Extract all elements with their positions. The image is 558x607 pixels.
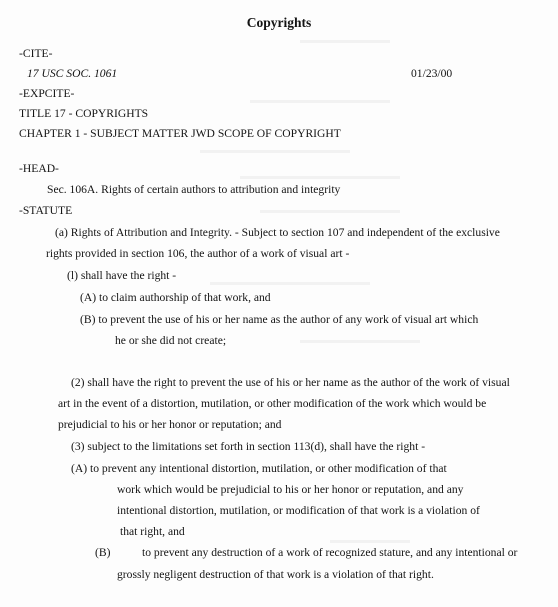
item-3: (3) subject to the limitations set forth in section 113(d), shall have the right - xyxy=(71,440,426,453)
head-label: -HEAD- xyxy=(19,162,59,175)
item-3B-label: (B) xyxy=(95,546,111,559)
item-2-line-3: prejudicial to his or her honor or reputation; and xyxy=(58,418,282,431)
chapter-line: CHAPTER 1 - SUBJECT MATTER JWD SCOPE OF COPYRIGHT xyxy=(19,127,341,140)
show-through-mark xyxy=(300,40,390,43)
show-through-mark xyxy=(330,540,410,543)
show-through-mark xyxy=(300,340,420,343)
show-through-mark xyxy=(240,176,400,179)
item-1B-line-2: he or she did not create; xyxy=(115,334,227,347)
item-1B-line-1: (B) to prevent the use of his or her name as the author of any work of visual art which xyxy=(80,313,479,326)
paragraph-a-line-2: rights provided in section 106, the author of a work of visual art - xyxy=(46,247,350,260)
item-3B-line-2: grossly negligent destruction of that work is a violation of that right. xyxy=(117,568,434,581)
item-3A-line-3: intentional distortion, mutilation, or modification of that work is a violation of xyxy=(117,504,480,517)
show-through-mark xyxy=(210,282,370,285)
section-heading: Sec. 106A. Rights of certain authors to attribution and integrity xyxy=(47,183,341,196)
item-3A-line-4: that right, and xyxy=(120,525,185,538)
item-1: (l) shall have the right - xyxy=(67,269,177,282)
expcite-label: -EXPCITE- xyxy=(19,87,75,100)
statute-label: -STATUTE xyxy=(19,204,73,217)
item-3A-line-1: (A) to prevent any intentional distortion, mutilation, or other modification of that xyxy=(71,462,447,475)
paragraph-a-line-1: (a) Rights of Attribution and Integrity. - Subject to section 107 and independent of the exclusive xyxy=(55,226,500,239)
document-title: Copyrights xyxy=(246,15,312,30)
show-through-mark xyxy=(260,210,400,213)
cite-date: 01/23/00 xyxy=(411,67,453,80)
cite-reference: 17 USC SOC. 1061 xyxy=(27,67,118,80)
item-3B-line-1: to prevent any destruction of a work of recognized stature, and any intentional or xyxy=(142,546,518,559)
item-2-line-1: (2) shall have the right to prevent the use of his or her name as the author of the work of visual xyxy=(71,376,510,389)
show-through-mark xyxy=(200,150,350,153)
title-line: TITLE 17 - COPYRIGHTS xyxy=(19,107,149,120)
item-1A: (A) to claim authorship of that work, and xyxy=(80,291,271,304)
item-2-line-2: art in the event of a distortion, mutilation, or other modification of the work which would be xyxy=(58,397,487,410)
cite-label: -CITE- xyxy=(19,47,53,60)
item-3A-line-2: work which would be prejudicial to his or her honor or reputation, and any xyxy=(117,483,464,496)
show-through-mark xyxy=(250,100,390,103)
